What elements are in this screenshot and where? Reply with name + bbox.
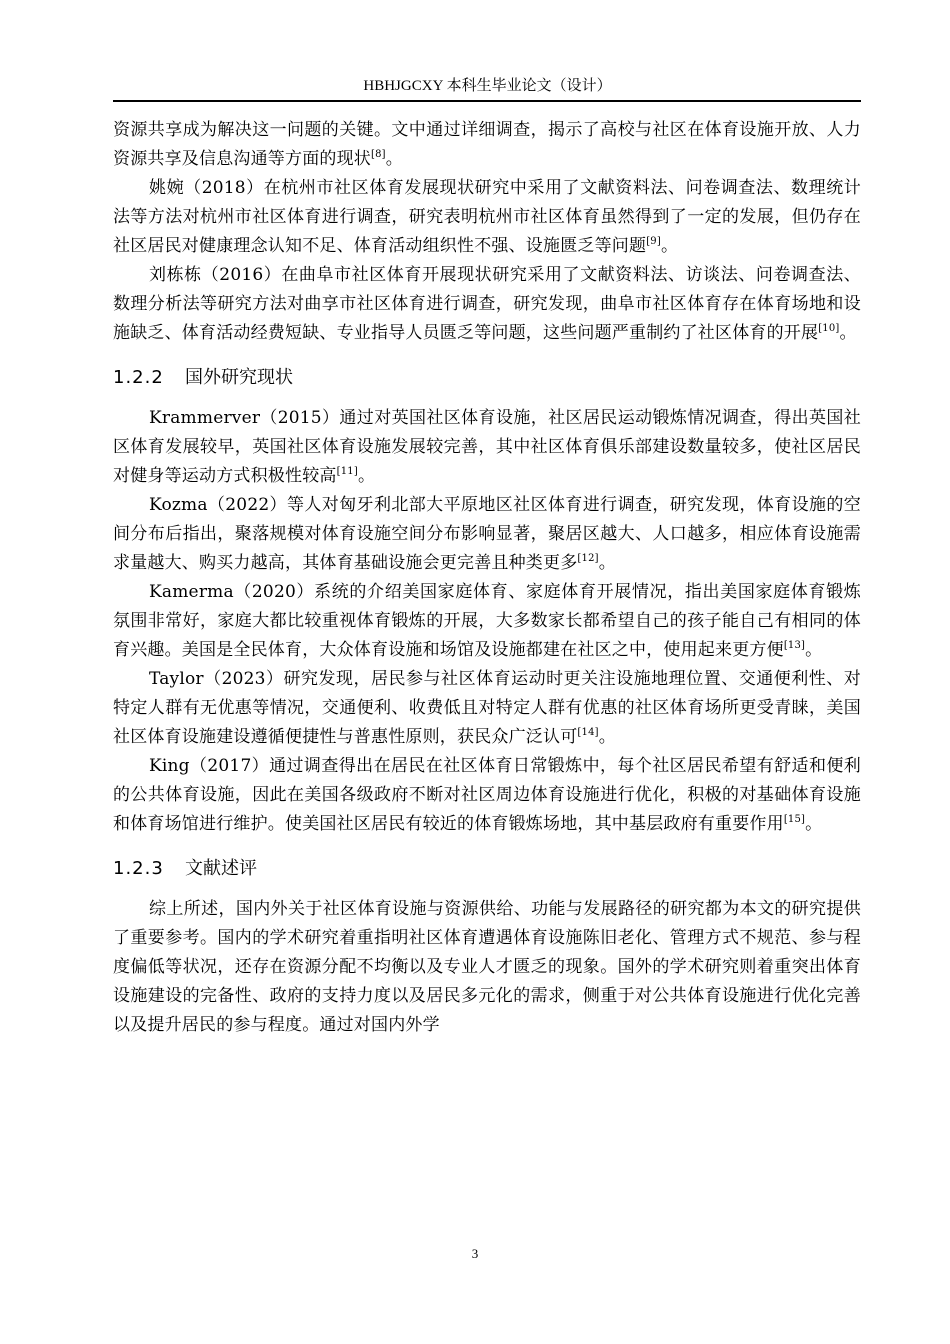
- citation: [13]: [783, 640, 806, 651]
- section-heading: [113, 857, 861, 881]
- paragraph: Taylor（2023）研究发现，居民参与社区体育运动时更关注设施地理位置、交通便利性、对特定人群有无优惠等情况，交通便利、收费低且对特定人群有优惠的社区体育场所更受青睐，美国社区体育设施建设遵循便捷性与普惠性原则，获民众广泛认可[14]。: [113, 669, 861, 747]
- citation: [14]: [577, 727, 599, 738]
- citation: [10]: [818, 323, 840, 334]
- citation: [12]: [577, 553, 599, 564]
- paragraph: 资源共享成为解决这一问题的关键。文中通过详细调查，揭示了高校与社区在体育设施开放、人力资源共享及信息沟通等方面的现状[8]。: [113, 120, 861, 169]
- citation: [8]: [371, 149, 386, 160]
- body-text: [113, 116, 861, 1040]
- section-heading: [113, 366, 861, 390]
- section-number: 1.2.2: [113, 367, 164, 388]
- header-rule: [113, 100, 861, 102]
- paragraph: 姚婉（2018）在杭州市社区体育发展现状研究中采用了文献资料法、问卷调查法、数理统计法等方法对杭州市社区体育进行调查，研究表明杭州市社区体育虽然得到了一定的发展，但仍存在社区居民对健康理念认知不足、体育活动组织性不强、设施匮乏等问题[9]。: [113, 178, 861, 256]
- paragraph: Kozma（2022）等人对匈牙利北部大平原地区社区体育进行调查，研究发现，体育设施的空间分布后指出，聚落规模对体育设施空间分布影响显著，聚居区越大、人口越多，相应体育设施需求量越大、购买力越高，其体育基础设施会更完善且种类更多[12]。: [113, 495, 861, 573]
- citation: [9]: [646, 236, 661, 247]
- citation: [11]: [336, 466, 358, 477]
- section-number: 1.2.3: [113, 858, 164, 879]
- paragraph: Krammerver（2015）通过对英国社区体育设施，社区居民运动锻炼情况调查，得出英国社区体育发展较早，英国社区体育设施发展较完善，其中社区体育俱乐部建设数量较多，使社区居民对健身等运动方式积极性较高[11]。: [113, 408, 861, 486]
- running-header: HBHJGCXY 本科生毕业论文（设计）: [363, 78, 612, 94]
- section-title: 文献述评: [185, 858, 257, 879]
- paragraph: 刘栋栋（2016）在曲阜市社区体育开展现状研究采用了文献资料法、访谈法、问卷调查法、数理分析法等研究方法对曲享市社区体育进行调查，研究发现，曲阜市社区体育存在体育场地和设施缺乏、体育活动经费短缺、专业指导人员匮乏等问题，这些问题严重制约了社区体育的开展[10]。: [113, 265, 861, 343]
- citation: [15]: [783, 814, 806, 825]
- section-title: 国外研究现状: [185, 367, 293, 388]
- page-number: 3: [471, 1246, 479, 1261]
- paragraph: Kamerma（2020）系统的介绍美国家庭体育、家庭体育开展情况，指出美国家庭体育锻炼氛围非常好，家庭大都比较重视体育锻炼的开展，大多数家长都希望自己的孩子能自己有相同的体育兴趣。美国是全民体育，大众体育设施和场馆及设施都建在社区之中，使用起来更方便[13]。: [113, 582, 861, 660]
- paragraph: King（2017）通过调查得出在居民在社区体育日常锻炼中，每个社区居民希望有舒适和便利的公共体育设施，因此在美国各级政府不断对社区周边体育设施进行优化，积极的对基础体育设施和体育场馆进行维护。使美国社区居民有较近的体育锻炼场地，其中基层政府有重要作用[15]。: [113, 756, 861, 834]
- paragraph: 综上所述，国内外关于社区体育设施与资源供给、功能与发展路径的研究都为本文的研究提供了重要参考。国内的学术研究着重指明社区体育遭遇体育设施陈旧老化、管理方式不规范、参与程度偏低等状况，还存在资源分配不均衡以及专业人才匮乏的现象。国外的学术研究则着重突出体育设施建设的完备性、政府的支持力度以及居民多元化的需求，侧重于对公共体育设施进行优化完善以及提升居民的参与程度。通过对国内外学: [113, 899, 861, 1035]
